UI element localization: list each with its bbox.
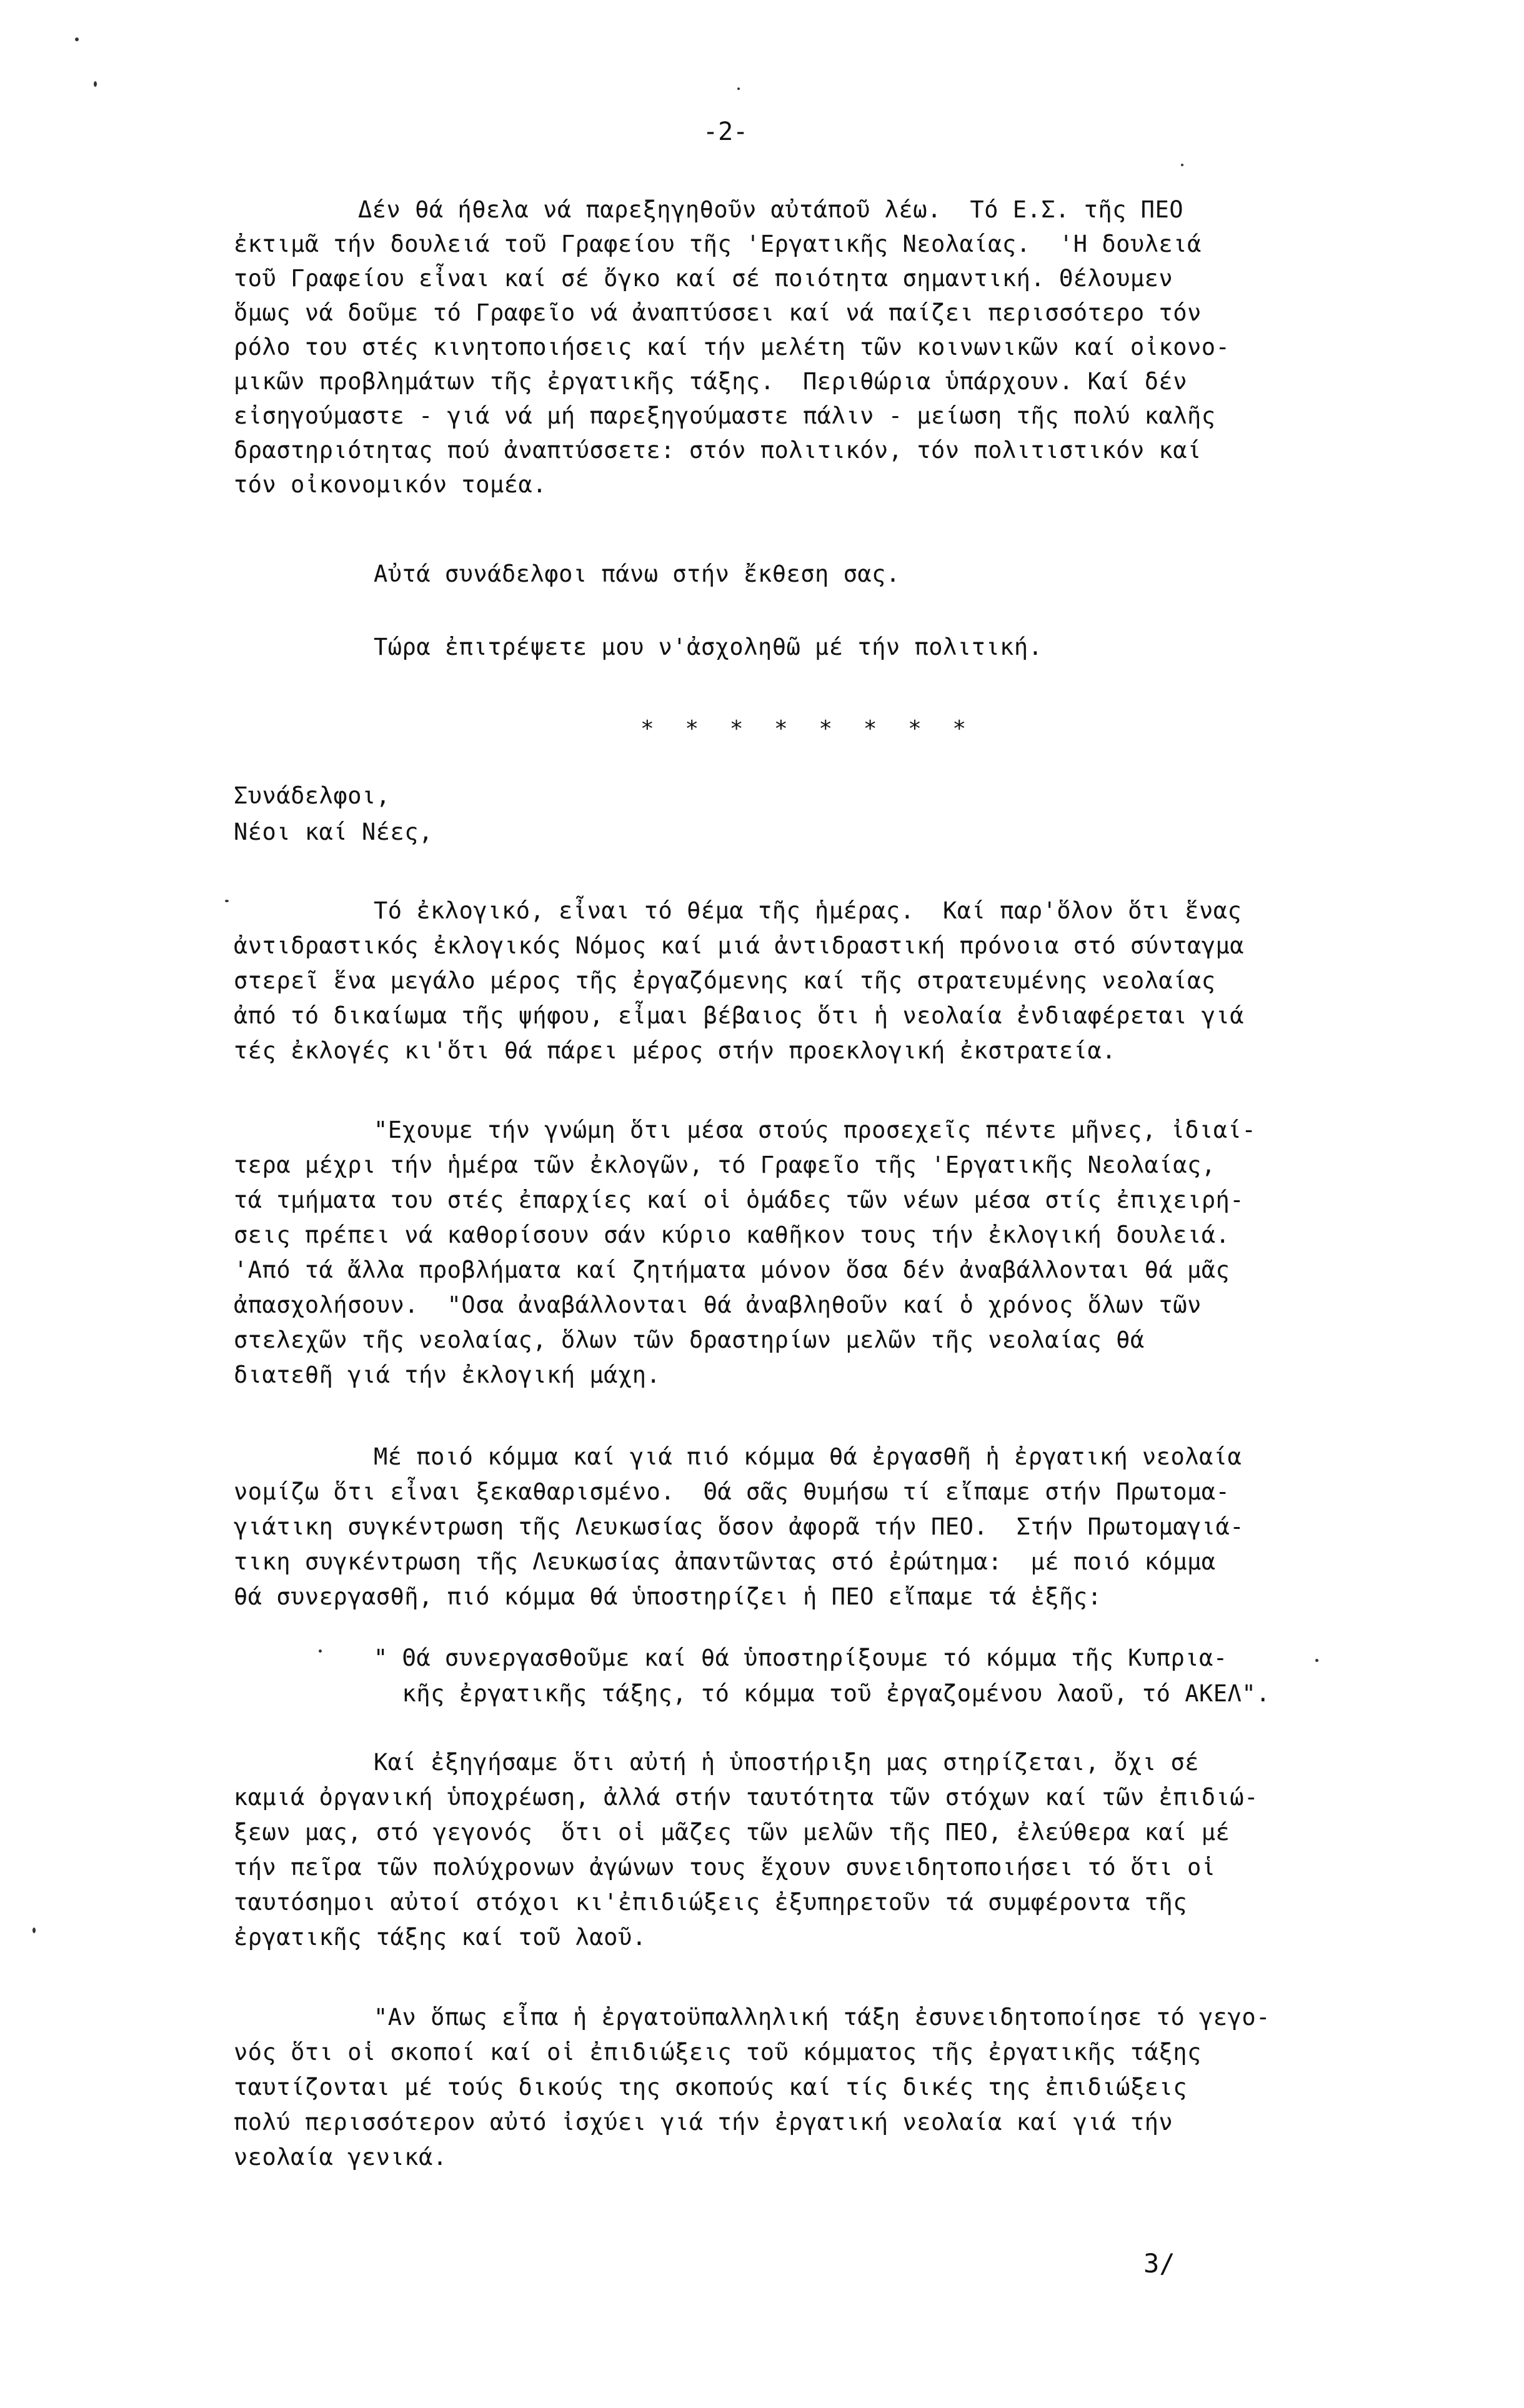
paragraph-3: Τώρα ἐπιτρέψετε μου ν'ἀσχοληθῶ μέ τήν πολιτική. xyxy=(374,634,1043,660)
text-line: ἀπό τό δικαίωμα τῆς ψήφου, εἶμαι βέβαιος ὅτι ἡ νεολαία ἐνδιαφέρεται γιά xyxy=(234,1002,1245,1029)
text-line: "Εχουμε τήν γνώμη ὅτι μέσα στούς προσεχεῖς πέντε μῆνες, ἰδιαί- xyxy=(374,1117,1257,1143)
salutation-line: Νέοι καί Νέες, xyxy=(234,818,433,845)
text-line: τήν πεῖρα τῶν πολύχρονων ἀγώνων τους ἔχουν συνειδητοποιήσει τό ὅτι οἱ xyxy=(234,1854,1216,1881)
text-line: τικη συγκέντρωση τῆς Λευκωσίας ἀπαντῶντας στό ἐρώτημα: μέ ποιό κόμμα xyxy=(234,1548,1216,1575)
text-line: ρόλο του στές κινητοποιήσεις καί τήν μελέτη τῶν κοινωνικῶν καί οἰκονο- xyxy=(234,334,1230,361)
text-line: νεολαία γενικά. xyxy=(234,2144,447,2171)
text-line: Δέν θά ήθελα νά παρεξηγηθοῦν αὐτάποῦ λέω. Τό Ε.Σ. τῆς ΠΕΟ xyxy=(358,196,1184,223)
scan-speck xyxy=(737,87,740,90)
scan-speck xyxy=(32,1928,36,1933)
text-line: μικῶν προβλημάτων τῆς ἐργατικῆς τάξης. Περιθώρια ὑπάρχουν. Καί δέν xyxy=(234,368,1187,395)
text-line: δραστηριότητας πού ἀναπτύσσετε: στόν πολιτικόν, τόν πολιτιστικόν καί xyxy=(234,437,1202,464)
text-line: τόν οἰκονομικόν τομέα. xyxy=(234,471,547,498)
text-line: ξεων μας, στό γεγονός ὅτι οἱ μᾶζες τῶν μελῶν τῆς ΠΕΟ, ἐλεύθερα καί μέ xyxy=(234,1819,1230,1846)
scan-speck xyxy=(225,900,229,902)
next-page-reference: 3/ xyxy=(1143,2248,1175,2279)
text-line: γιάτικη συγκέντρωση τῆς Λευκωσίας ὅσον ἀφορᾶ τήν ΠΕΟ. Στήν Πρωτομαγιά- xyxy=(234,1513,1245,1540)
scan-speck xyxy=(75,37,79,41)
text-line: τερα μέχρι τήν ἡμέρα τῶν ἐκλογῶν, τό Γραφεῖο τῆς 'Εργατικῆς Νεολαίας, xyxy=(234,1152,1216,1178)
text-line: νός ὅτι οἱ σκοποί καί οἱ ἐπιδιώξεις τοῦ κόμματος τῆς ἐργατικῆς τάξης xyxy=(234,2039,1202,2066)
text-line: καμιά ὀργανική ὑποχρέωση, ἀλλά στήν ταυτότητα τῶν στόχων καί τῶν ἐπιδιώ- xyxy=(234,1784,1258,1811)
page-number: -2- xyxy=(703,117,749,146)
text-line: στελεχῶν τῆς νεολαίας, ὅλων τῶν δραστηρίων μελῶν τῆς νεολαίας θά xyxy=(234,1326,1145,1353)
text-line: ὅμως νά δοῦμε τό Γραφεῖο νά ἀναπτύσσει καί νά παίζει περισσότερο τόν xyxy=(234,299,1202,326)
text-line: πολύ περισσότερον αὐτό ἰσχύει γιά τήν ἐργατική νεολαία καί γιά τήν xyxy=(234,2109,1173,2136)
text-line: ἀπασχολήσουν. "Οσα ἀναβάλλονται θά ἀναβληθοῦν καί ὁ χρόνος ὅλων τῶν xyxy=(234,1291,1202,1318)
scan-speck xyxy=(319,1649,322,1653)
text-line: διατεθῆ γιά τήν ἐκλογική μάχη. xyxy=(234,1361,661,1388)
text-line: ἐκτιμᾶ τήν δουλειά τοῦ Γραφείου τῆς 'Εργατικῆς Νεολαίας. 'Η δουλειά xyxy=(234,231,1202,257)
text-line: σεις πρέπει νά καθορίσουν σάν κύριο καθῆκον τους τήν ἐκλογική δουλειά. xyxy=(234,1221,1230,1248)
text-line: ταυτόσημοι αὐτοί στόχοι κι'ἐπιδιώξεις ἐξυπηρετοῦν τά συμφέροντα τῆς xyxy=(234,1889,1187,1916)
text-line: τοῦ Γραφείου εἶναι καί σέ ὄγκο καί σέ ποιότητα σημαντική. Θέλουμεν xyxy=(234,265,1173,292)
paragraph-2: Αὐτά συνάδελφοι πάνω στήν ἔκθεση σας. xyxy=(374,560,900,587)
text-line: θά συνεργασθῆ, πιό κόμμα θά ὑποστηρίζει ἡ ΠΕΟ εἴπαμε τά ἑξῆς: xyxy=(234,1583,1102,1610)
scan-speck xyxy=(1315,1659,1318,1662)
text-line: στερεῖ ἕνα μεγάλο μέρος τῆς ἐργαζόμενης καί τῆς στρατευμένης νεολαίας xyxy=(234,967,1216,994)
text-line: νομίζω ὅτι εἶναι ξεκαθαρισμένο. Θά σᾶς θυμήσω τί εἴπαμε στήν Πρωτομα- xyxy=(234,1478,1230,1505)
text-line: Καί ἐξηγήσαμε ὅτι αὐτή ἡ ὑποστήριξη μας στηρίζεται, ὄχι σέ xyxy=(374,1749,1200,1776)
quote-line: κῆς ἐργατικῆς τάξης, τό κόμμα τοῦ ἐργαζομένου λαοῦ, τό ΑΚΕΛ". xyxy=(374,1680,1270,1707)
text-line: 'Από τά ἄλλα προβλήματα καί ζητήματα μόνον ὅσα δέν ἀναβάλλονται θά μᾶς xyxy=(234,1256,1230,1283)
text-line: "Αν ὅπως εἶπα ἡ ἐργατοϋπαλληλική τάξη ἐσυνειδητοποίησε τό γεγο- xyxy=(374,2004,1270,2031)
text-line: τά τμήματα του στές ἐπαρχίες καί οἱ ὁμάδες τῶν νέων μέσα στίς ἐπιχειρή- xyxy=(234,1187,1245,1213)
text-line: ἀντιδραστικός ἐκλογικός Νόμος καί μιά ἀντιδραστική πρόνοια στό σύνταγμα xyxy=(234,932,1245,959)
salutation-line: Συνάδελφοι, xyxy=(234,782,391,809)
scan-speck xyxy=(94,81,97,87)
section-separator: * * * * * * * * xyxy=(640,716,975,742)
scan-speck xyxy=(1181,164,1183,166)
text-line: ἐργατικῆς τάξης καί τοῦ λαοῦ. xyxy=(234,1924,647,1951)
text-line: εἰσηγούμαστε - γιά νά μή παρεξηγούμαστε πάλιν - μείωση τῆς πολύ καλῆς xyxy=(234,402,1216,429)
quote-line: " Θά συνεργασθοῦμε καί θά ὑποστηρίξουμε τό κόμμα τῆς Κυπρια- xyxy=(374,1644,1228,1671)
text-line: ταυτίζονται μέ τούς δικούς της σκοπούς καί τίς δικές της ἐπιδιώξεις xyxy=(234,2074,1187,2101)
text-line: τές ἐκλογές κι'ὅτι θά πάρει μέρος στήν προεκλογική ἐκστρατεία. xyxy=(234,1037,1117,1064)
text-line: Μέ ποιό κόμμα καί γιά πιό κόμμα θά ἐργασθῆ ἡ ἐργατική νεολαία xyxy=(374,1443,1242,1470)
text-line: Τό ἐκλογικό, εἶναι τό θέμα τῆς ἡμέρας. Καί παρ'ὅλον ὅτι ἕνας xyxy=(374,897,1242,924)
